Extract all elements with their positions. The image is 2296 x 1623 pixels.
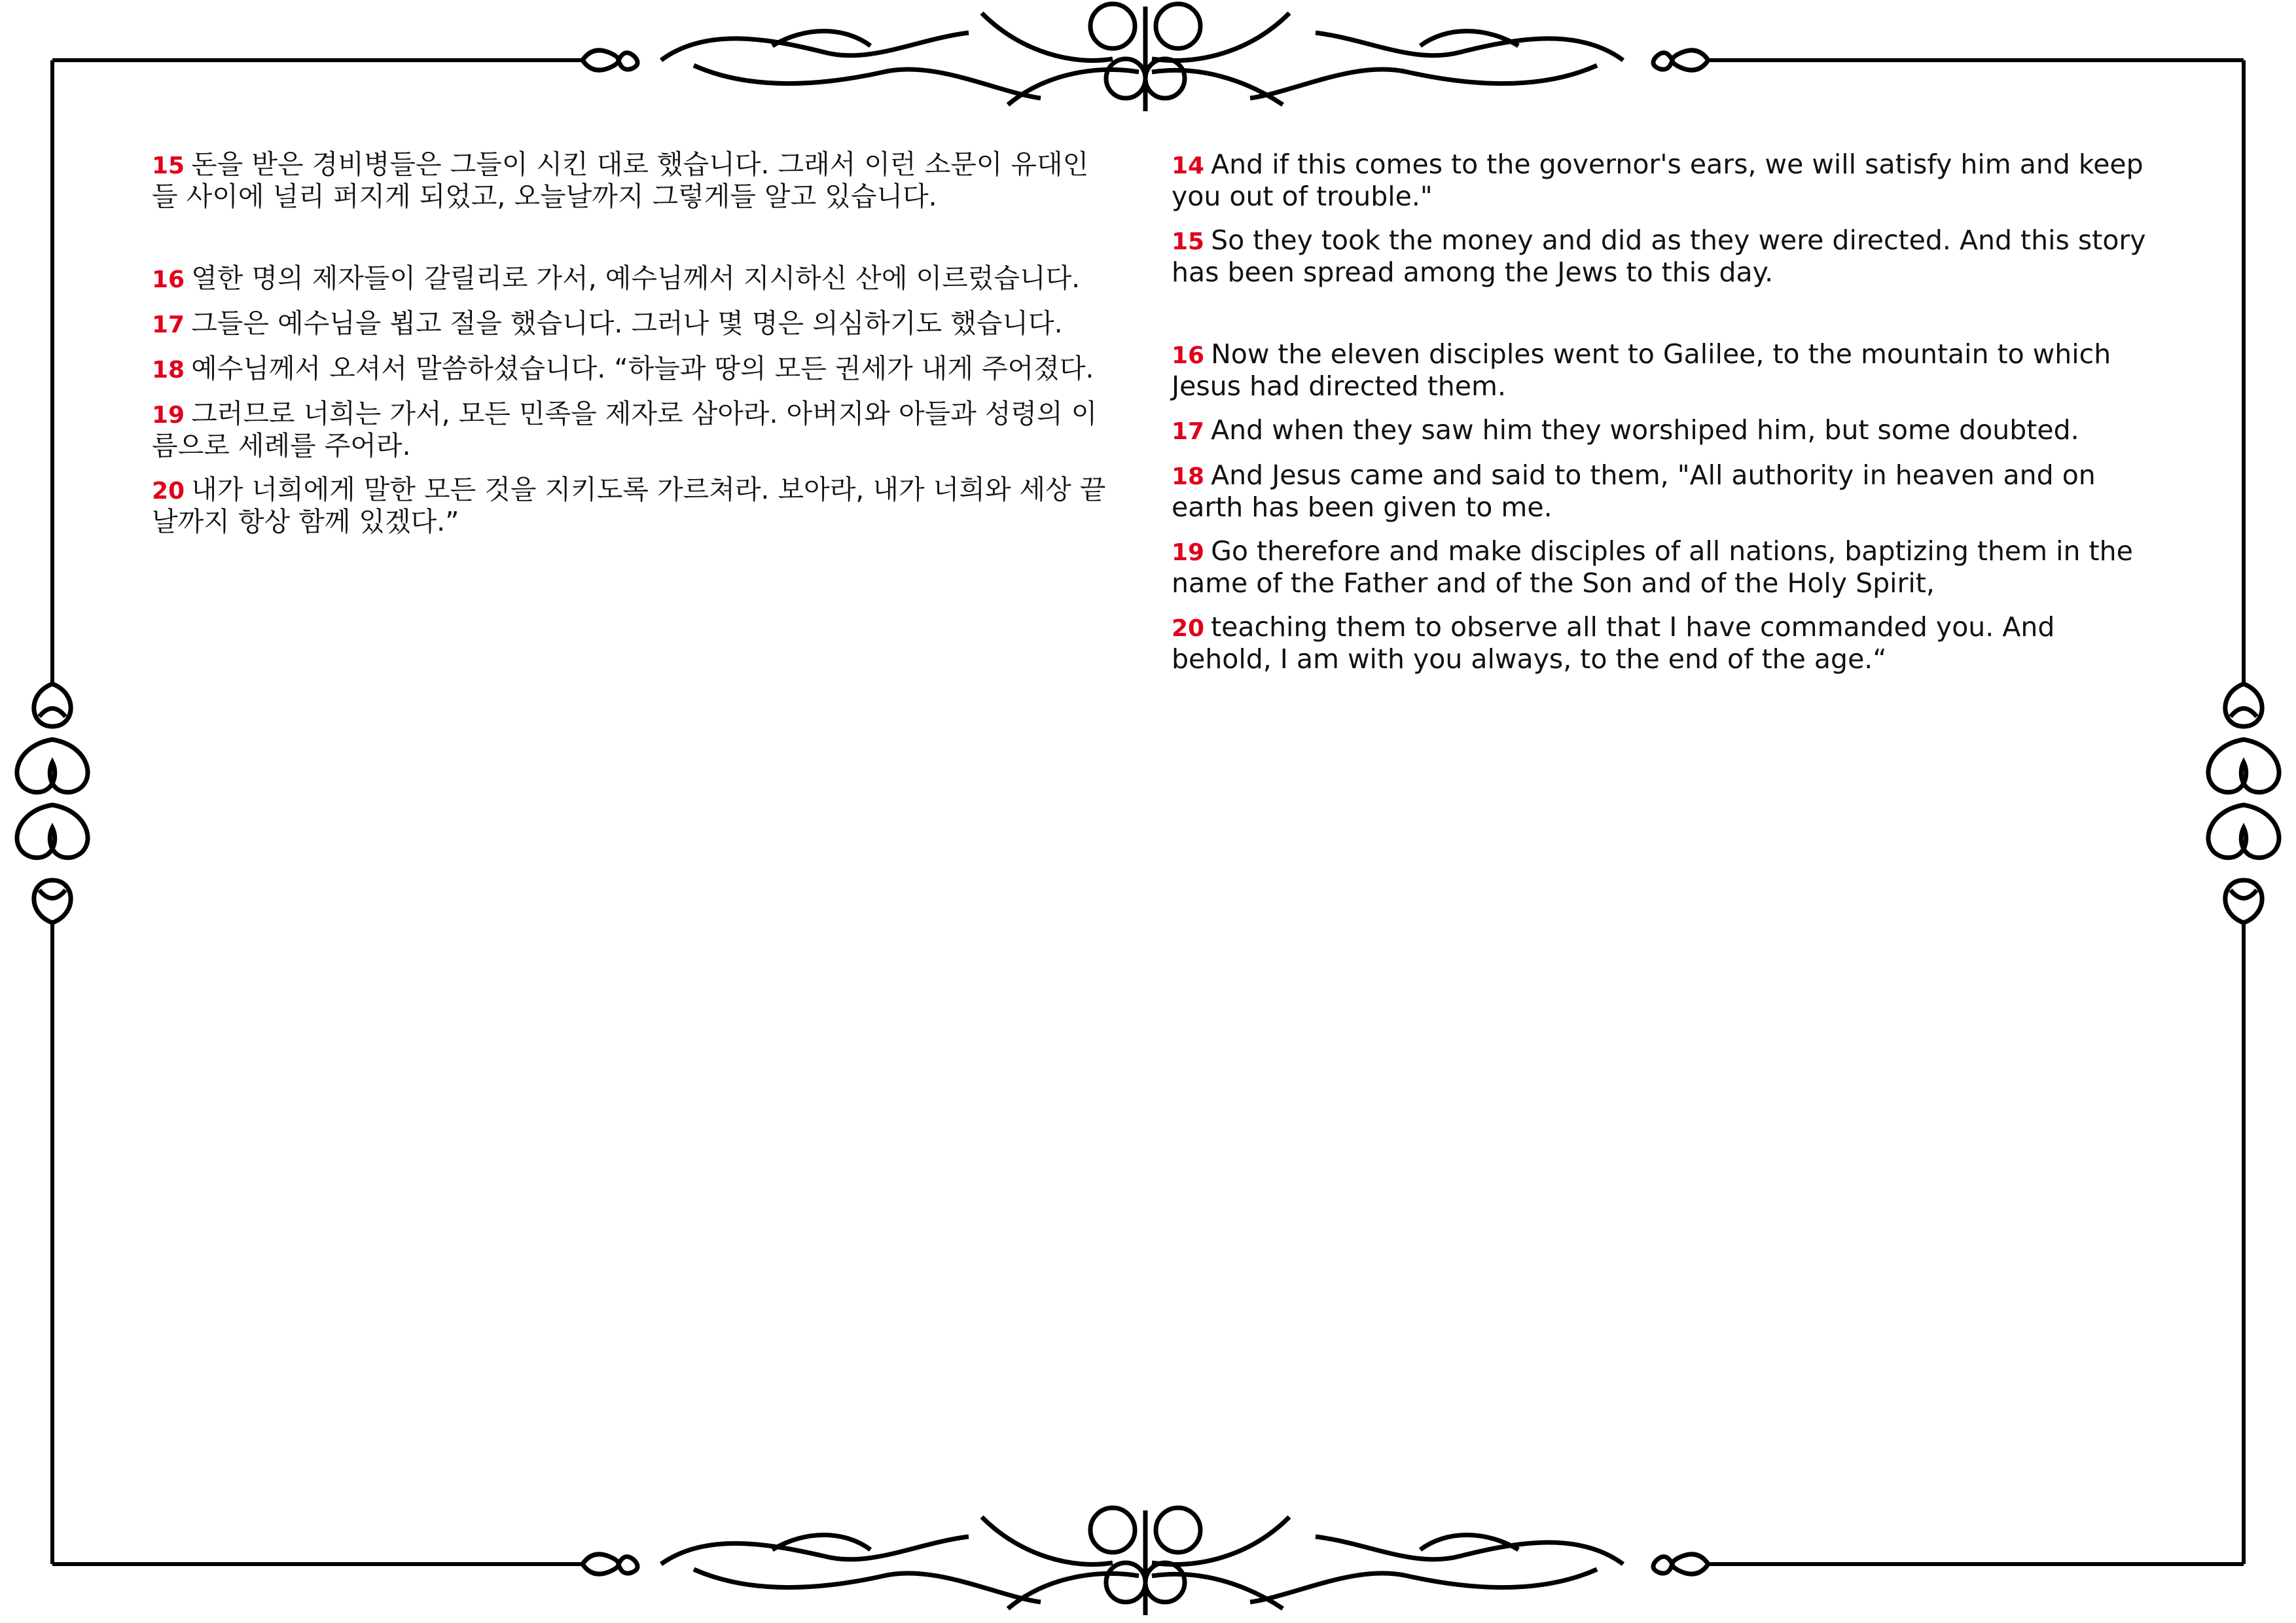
verse-en-16 [1172,339,2153,402]
verse-text: And if this comes to the governor's ears, we will satisfy him and keep you out of trouble." [1172,149,2144,212]
verse-en-18 [1172,460,2153,523]
verse-ko-17 [152,308,1114,340]
verse-text: 열한 명의 제자들이 갈릴리로 가서, 예수님께서 지시하신 산에 이르렀습니다. [191,262,1081,294]
verse-ko-16 [152,263,1114,295]
verse-text: 내가 너희에게 말한 모든 것을 지키도록 가르쳐라. 보아라, 내가 너희와 세상 끝날까지 항상 함께 있겠다.” [152,474,1106,537]
verse-text: 예수님께서 오셔서 말씀하셨습니다. “하늘과 땅의 모든 권세가 내게 주어졌다. [191,353,1094,384]
verse-text: teaching them to observe all that I have commanded you. And behold, I am with you always, to the end of the age.“ [1172,611,2055,675]
verse-en-19 [1172,536,2153,599]
verse-en-15 [1172,225,2153,288]
verse-number: 17 [152,312,185,338]
verse-ko-19 [152,399,1114,461]
verse-number: 16 [1172,342,1205,369]
verse-number: 19 [1172,539,1205,566]
verse-text: So they took the money and did as they were directed. And this story has been spread among the Jews to this day. [1172,224,2146,288]
verse-number: 17 [1172,418,1205,445]
verse-number: 15 [152,152,185,179]
verse-number: 19 [152,402,185,429]
verse-en-14 [1172,149,2153,212]
verse-ko-20 [152,474,1114,537]
verse-en-20 [1172,612,2153,675]
verse-text: And Jesus came and said to them, "All authority in heaven and on earth has been given to me. [1172,459,2096,523]
bottom-ornament [583,1508,1708,1615]
verse-number: 20 [1172,615,1205,642]
verse-number: 18 [152,357,185,383]
left-ornament [17,684,88,923]
top-ornament [583,4,1708,111]
verse-number: 14 [1172,152,1205,179]
verse-number: 15 [1172,228,1205,255]
verse-ko-18 [152,353,1114,385]
korean-column [152,149,1114,537]
english-column [1172,149,2153,675]
verse-ko-15 [152,149,1114,212]
verse-en-17 [1172,415,2153,447]
verse-text: 돈을 받은 경비병들은 그들이 시킨 대로 했습니다. 그래서 이런 소문이 유대인들 사이에 널리 퍼지게 되었고, 오늘날까지 그렇게들 알고 있습니다. [152,149,1089,212]
verse-text: Go therefore and make disciples of all nations, baptizing them in the name of the Father and of the Son and of the Holy Spirit, [1172,535,2133,599]
verse-text: 그러므로 너희는 가서, 모든 민족을 제자로 삼아라. 아버지와 아들과 성령의 이름으로 세례를 주어라. [152,398,1098,461]
verse-text: Now the eleven disciples went to Galilee, to the mountain to which Jesus had directed them. [1172,338,2111,402]
verse-number: 16 [152,266,185,293]
right-ornament [2208,684,2279,923]
verse-number: 18 [1172,463,1205,490]
verse-text: And when they saw him they worshiped him, but some doubted. [1211,414,2079,446]
verse-text: 그들은 예수님을 뵙고 절을 했습니다. 그러나 몇 명은 의심하기도 했습니다. [191,308,1063,339]
verse-number: 20 [152,478,185,505]
